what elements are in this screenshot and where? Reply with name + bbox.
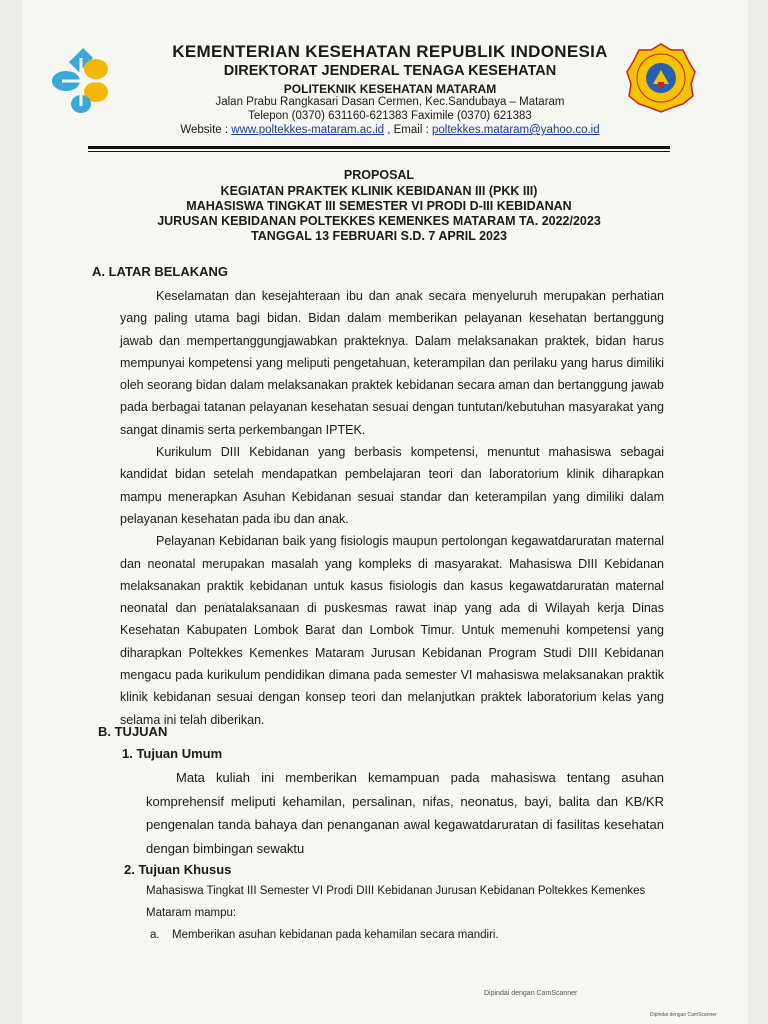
kemenkes-logo bbox=[44, 44, 118, 118]
paragraph: Keselamatan dan kesejahteraan ibu dan anak secara menyeluruh merupakan perhatian yang paling utama bagi bidan. Bidan dalam memberikan pelayanan kesehatan bertanggung jawab dan mempertanggungjawabkan prakteknya. Dalam melaksanakan praktek, bidan harus mempunyai kompetensi yang meliputi pengetahuan, keterampilan dan perilaku yang harus dimiliki oleh seorang bidan dalam melaksanakan praktek kebidanan secara aman dan bertanggung jawab pada berbagai tatanan pelayanan kesehatan sesuai dengan tuntutan/kebutuhan masyarakat yang sangat dinamis serta perkembangan IPTEK. bbox=[120, 289, 664, 437]
list-item-a: Memberikan asuhan kebidanan pada kehamilan secara mandiri. bbox=[172, 929, 499, 941]
list-item-marker: a. bbox=[150, 929, 160, 941]
tujuan-khusus-text: Mahasiswa Tingkat III Semester VI Prodi DIII Kebidanan Jurusan Kebidanan Poltekkes Kemenkes Mataram mampu: bbox=[146, 885, 646, 919]
proposal-title: PROPOSAL bbox=[343, 168, 415, 182]
scanner-watermark: Dipindai dengan CamScanner bbox=[484, 990, 578, 997]
section-a-body bbox=[120, 285, 664, 731]
email-link[interactable]: poltekkes.mataram@yahoo.co.id bbox=[431, 124, 600, 136]
paragraph: Pelayanan Kebidanan baik yang fisiologis maupun pertolongan kegawatdaruratan maternal dan neonatal merupakan masalah yang kompleks di masyarakat. Mahasiswa DIII Kebidanan melaksanakan praktik kebidanan untuk kasus fisiologis dan kasus kegawatdaruratan maternal neonatal dan penatalaksanaan di puskesmas rawat inap yang ada di Wilayah kerja Dinas Kesehatan Kabupaten Lombok Barat dan Lombok Timur. Untuk memenuhi kompetensi yang diharapkan Poltekkes Kemenkes Mataram Jurusan Kebidanan Program Studi DIII Kebidanan mengacu pada kurikulum pendidikan dimana pada semester VI mahasiswa melaksanakan praktik klinik kebidanan sesuai dengan konsep teori dan melanjutkan praktek laboratorium kelas yang selama ini telah diberikan. bbox=[120, 534, 664, 727]
poltekkes-seal bbox=[625, 42, 697, 114]
website-link[interactable]: www.poltekkes-mataram.ac.id bbox=[231, 124, 385, 136]
scanner-watermark-small: Dipindai dengan CamScanner bbox=[650, 1012, 717, 1018]
title-line-2: KEGIATAN PRAKTEK KLINIK KEBIDANAN III (PKK III) bbox=[220, 184, 538, 198]
tujuan-khusus-heading: 2. Tujuan Khusus bbox=[124, 862, 232, 877]
tujuan-umum-text: Mata kuliah ini memberikan kemampuan pada mahasiswa tentang asuhan komprehensif meliputi kehamilan, persalinan, nifas, neonatus, bayi, balita dan KB/KR pengenalan tanda bahaya dan penanganan awal kegawatdaruratan di fasilitas kesehatan dengan bimbingan sewaktu bbox=[146, 770, 664, 856]
title-line-3: MAHASISWA TINGKAT III SEMESTER VI PRODI D-III KEBIDANAN bbox=[186, 199, 572, 213]
tujuan-umum-heading: 1. Tujuan Umum bbox=[122, 746, 223, 761]
header-rule-thin bbox=[88, 151, 670, 152]
directorate-name: DIREKTORAT JENDERAL TENAGA KESEHATAN bbox=[223, 63, 557, 79]
phone-line: Telepon (0370) 631160-621383 Faximile (0370) 621383 bbox=[248, 110, 532, 122]
ministry-name: KEMENTERIAN KESEHATAN REPUBLIK INDONESIA bbox=[172, 42, 608, 61]
paragraph: Kurikulum DIII Kebidanan yang berbasis kompetensi, menuntut mahasiswa sebagai kandidat bidan setelah mendapatkan pembelajaran teori dan laboratorium klinik diharapkan mampu menerapkan Asuhan Kebidanan sesuai standar dan keterampilan yang dimiliki dalam pelayanan kesehatan pada ibu dan anak. bbox=[120, 445, 664, 526]
header-rule-thick bbox=[88, 146, 670, 149]
school-name: POLITEKNIK KESEHATAN MATARAM bbox=[283, 82, 497, 96]
section-b-heading: B. TUJUAN bbox=[98, 724, 168, 739]
title-line-5: TANGGAL 13 FEBRUARI S.D. 7 APRIL 2023 bbox=[251, 229, 507, 243]
address-line: Jalan Prabu Rangkasari Dasan Cermen, Kec.Sandubaya – Mataram bbox=[215, 96, 565, 108]
section-a-heading: A. LATAR BELAKANG bbox=[92, 264, 229, 279]
contact-line bbox=[150, 124, 630, 136]
email-label: , Email : bbox=[387, 124, 429, 136]
website-label: Website : bbox=[180, 124, 229, 136]
title-line-4: JURUSAN KEBIDANAN POLTEKKES KEMENKES MATARAM TA. 2022/2023 bbox=[157, 214, 601, 228]
